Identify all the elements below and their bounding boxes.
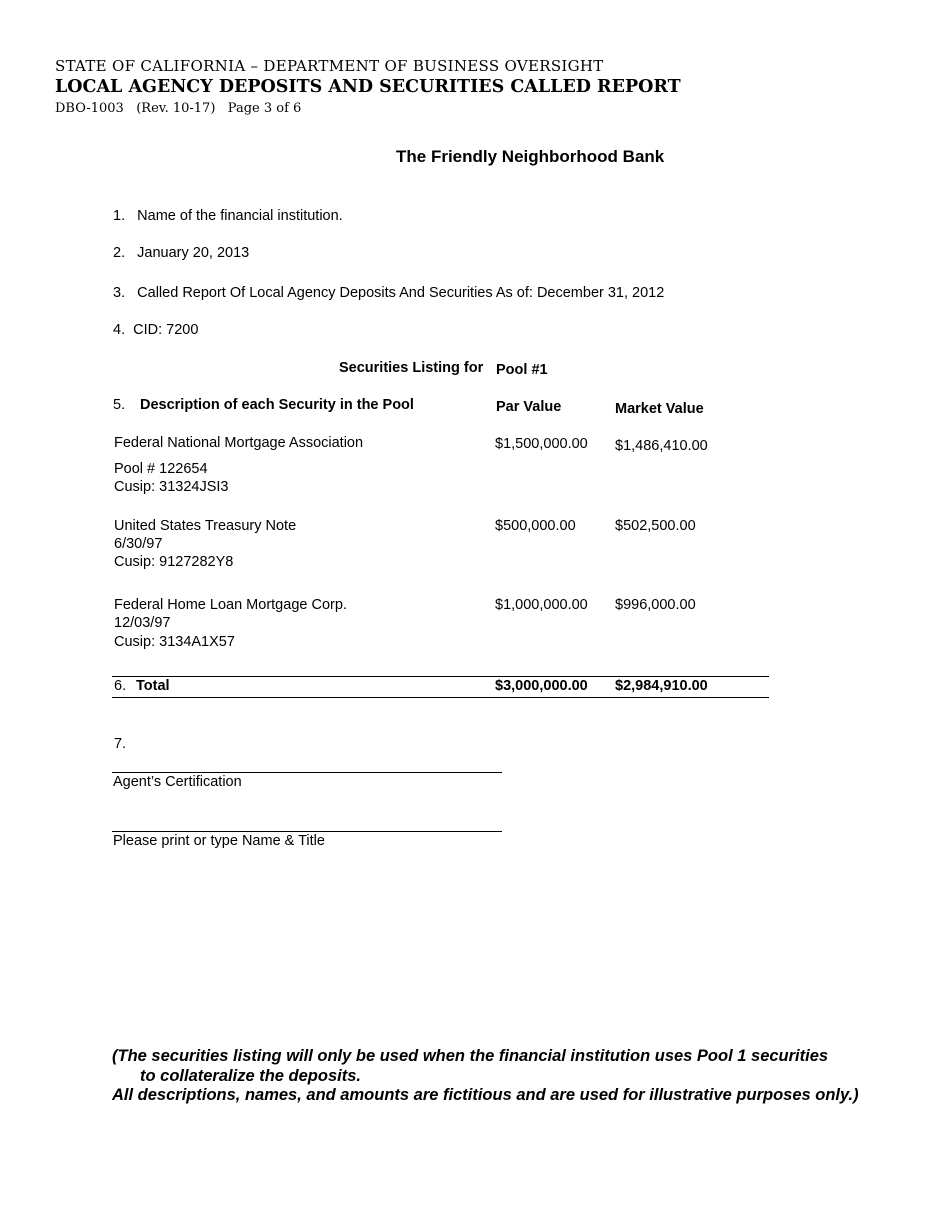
total-number: 6. xyxy=(114,678,127,694)
total-top-rule xyxy=(112,676,769,677)
name-title-line[interactable] xyxy=(112,831,502,832)
footnote-line-2: to collateralize the deposits. xyxy=(140,1066,361,1085)
footnote-line-3: All descriptions, names, and amounts are fictitious and are used for illustrative purposes only.) xyxy=(112,1086,859,1104)
bank-name: The Friendly Neighborhood Bank xyxy=(396,147,665,166)
security-1-cusip: Cusip: 31324JSI3 xyxy=(114,479,229,495)
item-2-date: 2. January 20, 2013 xyxy=(113,245,250,261)
total-market: $2,984,910.00 xyxy=(615,678,708,694)
agent-certification-label: Agent’s Certification xyxy=(113,774,242,790)
footnote xyxy=(112,1047,862,1106)
security-2-par: $500,000.00 xyxy=(495,518,576,534)
security-2-cusip: Cusip: 9127282Y8 xyxy=(114,554,234,570)
total-bottom-rule xyxy=(112,697,769,698)
item-1: 1. Name of the financial institution. xyxy=(113,208,343,224)
security-3-name: Federal Home Loan Mortgage Corp. xyxy=(114,597,347,613)
item-3-report-as-of: 3. Called Report Of Local Agency Deposits And Securities As of: December 31, 2012 xyxy=(113,285,665,301)
form-number: DBO-1003 (Rev. 10-17) Page 3 of 6 xyxy=(55,101,302,116)
security-2-name: United States Treasury Note xyxy=(114,518,297,534)
column-par-value: Par Value xyxy=(496,399,562,415)
name-title-label: Please print or type Name & Title xyxy=(113,833,325,849)
agent-signature-line[interactable] xyxy=(112,772,502,773)
security-1-name: Federal National Mortgage Association xyxy=(114,435,364,451)
security-1-pool: Pool # 122654 xyxy=(114,461,208,477)
listing-title: Securities Listing for xyxy=(339,360,484,376)
security-2-market: $502,500.00 xyxy=(615,518,696,534)
security-3-par: $1,000,000.00 xyxy=(495,597,588,613)
security-2-date: 6/30/97 xyxy=(114,536,163,552)
total-par: $3,000,000.00 xyxy=(495,678,588,694)
item-4-cid: 4. CID: 7200 xyxy=(113,322,199,338)
security-3-market: $996,000.00 xyxy=(615,597,696,613)
listing-pool: Pool #1 xyxy=(496,362,548,378)
form-title: LOCAL AGENCY DEPOSITS AND SECURITIES CALLED REPORT xyxy=(55,77,681,97)
column-number: 5. xyxy=(113,397,126,413)
footnote-line-1: (The securities listing will only be used when the financial institution uses Pool 1 securities xyxy=(112,1047,829,1065)
item-7-number: 7. xyxy=(114,736,127,752)
form-agency-header: STATE OF CALIFORNIA – DEPARTMENT OF BUSINESS OVERSIGHT xyxy=(55,57,604,75)
total-label: Total xyxy=(136,678,170,694)
security-3-cusip: Cusip: 3134A1X57 xyxy=(114,634,235,650)
security-3-date: 12/03/97 xyxy=(114,615,171,631)
security-1-market: $1,486,410.00 xyxy=(615,438,708,454)
column-market-value: Market Value xyxy=(615,401,704,417)
column-description: Description of each Security in the Pool xyxy=(140,397,414,413)
security-1-par: $1,500,000.00 xyxy=(495,436,588,452)
